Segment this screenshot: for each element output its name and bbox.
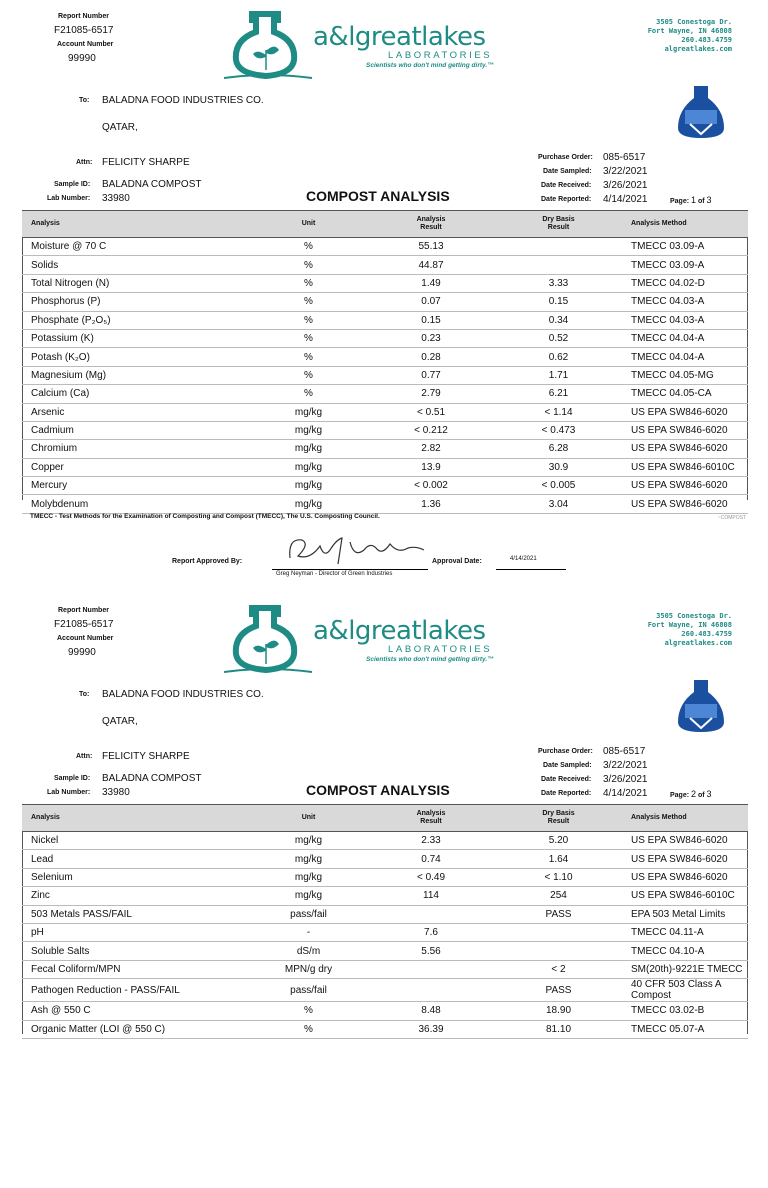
approved-label: Report Approved By: (172, 558, 243, 565)
lab-logo-text: a&lgreatlakes (313, 616, 486, 646)
lab-logo-text: a&lgreatlakes (313, 22, 486, 52)
cell-analysis: Phosphate (P₂O₅) (22, 311, 266, 329)
cell-result: 0.23 (351, 329, 511, 347)
cell-method: US EPA SW846-6010C (606, 458, 748, 476)
results-body-2 (22, 832, 748, 1039)
results-table-1 (22, 210, 748, 514)
cell-result: 13.9 (351, 458, 511, 476)
cell-dry-basis: 6.21 (511, 385, 606, 403)
po-label: Purchase Order: (538, 154, 593, 161)
cell-method: US EPA SW846-6020 (606, 421, 748, 439)
cell-result: 8.48 (351, 1002, 511, 1020)
lab-number: 33980 (102, 193, 130, 204)
page-title: COMPOST ANALYSIS (306, 188, 450, 204)
cell-result: 55.13 (351, 238, 511, 256)
cell-analysis: Fecal Coliform/MPN (22, 960, 266, 978)
cell-dry-basis (511, 923, 606, 941)
table-row (22, 274, 748, 292)
table-row (22, 440, 748, 458)
table-header-row (22, 805, 748, 832)
address-line: algreatlakes.com (664, 45, 732, 53)
cell-analysis: pH (22, 923, 266, 941)
cell-unit: % (266, 311, 351, 329)
cell-method: TMECC 04.03-A (606, 293, 748, 311)
total-pages: 3 (706, 195, 712, 205)
reported-value: 4/14/2021 (603, 788, 648, 799)
cell-analysis: Ash @ 550 C (22, 1002, 266, 1020)
cell-result: < 0.002 (351, 477, 511, 495)
cell-dry-basis: PASS (511, 979, 606, 1002)
cell-method: US EPA SW846-6020 (606, 403, 748, 421)
address-line: 3505 Conestoga Dr. (656, 18, 732, 26)
sampled-value: 3/22/2021 (603, 166, 648, 177)
page-label: Page: (670, 198, 690, 205)
of-label: of (697, 792, 705, 799)
account-number-label: Account Number (57, 41, 114, 48)
to-name: BALADNA FOOD INDUSTRIES CO. (102, 95, 264, 106)
cell-result: 36.39 (351, 1020, 511, 1038)
cell-dry-basis: 0.62 (511, 348, 606, 366)
cell-analysis: Pathogen Reduction - PASS/FAIL (22, 979, 266, 1002)
col-result-line1: Analysis (416, 216, 446, 223)
cell-dry-basis: 3.04 (511, 495, 606, 513)
cell-unit: % (266, 1002, 351, 1020)
col-result-line1: Analysis (416, 810, 446, 817)
cell-analysis: Magnesium (Mg) (22, 366, 266, 384)
cell-analysis: Lead (22, 850, 266, 868)
cell-method: TMECC 04.04-A (606, 329, 748, 347)
cell-unit: dS/m (266, 942, 351, 960)
table-row (22, 979, 748, 1002)
reported-label: Date Reported: (541, 790, 592, 797)
cell-result: 0.77 (351, 366, 511, 384)
cell-dry-basis: 1.64 (511, 850, 606, 868)
table-row (22, 850, 748, 868)
cell-unit: % (266, 1020, 351, 1038)
received-label: Date Received: (541, 776, 592, 783)
cell-method: TMECC 04.03-A (606, 311, 748, 329)
lab-address (648, 612, 732, 648)
results-body-1 (22, 238, 748, 514)
cell-analysis: Nickel (22, 832, 266, 850)
table-row (22, 385, 748, 403)
cell-result (351, 960, 511, 978)
certification-badge-icon (676, 84, 726, 140)
approval-date: 4/14/2021 (510, 556, 537, 562)
cell-analysis: Phosphorus (P) (22, 293, 266, 311)
table-row (22, 348, 748, 366)
col-method: Analysis Method (606, 211, 748, 238)
account-number: 99990 (68, 53, 96, 64)
to-label: To: (79, 691, 90, 698)
sample-id-label: Sample ID: (54, 181, 91, 188)
cell-unit: pass/fail (266, 979, 351, 1002)
to-name: BALADNA FOOD INDUSTRIES CO. (102, 689, 264, 700)
received-label: Date Received: (541, 182, 592, 189)
table-row (22, 905, 748, 923)
cell-analysis: Selenium (22, 868, 266, 886)
cell-dry-basis: 6.28 (511, 440, 606, 458)
page-label: Page: (670, 792, 690, 799)
certification-badge-icon (676, 678, 726, 734)
cell-result: 7.6 (351, 923, 511, 941)
cell-result: < 0.51 (351, 403, 511, 421)
table-row (22, 495, 748, 513)
cell-dry-basis: 0.15 (511, 293, 606, 311)
cell-dry-basis: 1.71 (511, 366, 606, 384)
col-unit: Unit (266, 211, 351, 238)
cell-dry-basis: < 0.005 (511, 477, 606, 495)
attn-label: Attn: (76, 159, 93, 166)
cell-analysis: 503 Metals PASS/FAIL (22, 905, 266, 923)
col-result-line2: Result (420, 818, 442, 825)
table-row (22, 311, 748, 329)
to-label: To: (79, 97, 90, 104)
cell-result: 0.28 (351, 348, 511, 366)
report-number-label: Report Number (58, 607, 109, 614)
cell-unit: mg/kg (266, 477, 351, 495)
cell-method: US EPA SW846-6020 (606, 850, 748, 868)
col-dry (511, 805, 606, 832)
cell-unit: mg/kg (266, 832, 351, 850)
cell-analysis: Arsenic (22, 403, 266, 421)
cell-unit: pass/fail (266, 905, 351, 923)
table-row (22, 477, 748, 495)
table-row (22, 887, 748, 905)
cell-analysis: Copper (22, 458, 266, 476)
cell-unit: mg/kg (266, 421, 351, 439)
cell-unit: % (266, 348, 351, 366)
cell-method: US EPA SW846-6020 (606, 495, 748, 513)
cell-unit: mg/kg (266, 403, 351, 421)
cell-unit: mg/kg (266, 495, 351, 513)
cell-method: TMECC 03.02-B (606, 1002, 748, 1020)
flask-logo-icon (222, 604, 314, 676)
cell-dry-basis: < 2 (511, 960, 606, 978)
col-method: Analysis Method (606, 805, 748, 832)
lab-address (648, 18, 732, 54)
cell-method: SM(20th)-9221E TMECC (606, 960, 748, 978)
cell-analysis: Moisture @ 70 C (22, 238, 266, 256)
cell-dry-basis: 3.33 (511, 274, 606, 292)
cell-result: 44.87 (351, 256, 511, 274)
page-indicator (670, 789, 712, 799)
cell-analysis: Soluble Salts (22, 942, 266, 960)
sample-id: BALADNA COMPOST (102, 773, 202, 784)
cell-analysis: Solids (22, 256, 266, 274)
cell-analysis: Potash (K₂O) (22, 348, 266, 366)
cell-unit: % (266, 274, 351, 292)
cell-result: 1.36 (351, 495, 511, 513)
report-number: F21085-6517 (54, 25, 114, 36)
cell-analysis: Cadmium (22, 421, 266, 439)
cell-dry-basis: 5.20 (511, 832, 606, 850)
cell-method: TMECC 04.05-CA (606, 385, 748, 403)
signature-icon (280, 530, 430, 570)
cell-dry-basis: PASS (511, 905, 606, 923)
cell-dry-basis: 18.90 (511, 1002, 606, 1020)
cell-result (351, 979, 511, 1002)
footnote-right: ~COMPOST (717, 515, 746, 521)
table-header-row (22, 211, 748, 238)
cell-method: TMECC 03.09-A (606, 256, 748, 274)
col-dry-line1: Dry Basis (542, 216, 575, 223)
table-row (22, 1002, 748, 1020)
cell-unit: mg/kg (266, 868, 351, 886)
approval-date-line (496, 569, 566, 570)
col-result-line2: Result (420, 224, 442, 231)
received-value: 3/26/2021 (603, 774, 648, 785)
cell-method: TMECC 04.10-A (606, 942, 748, 960)
cell-result: 114 (351, 887, 511, 905)
results-table-2 (22, 804, 748, 1039)
table-row (22, 832, 748, 850)
cell-unit: % (266, 256, 351, 274)
sampled-value: 3/22/2021 (603, 760, 648, 771)
cell-unit: % (266, 329, 351, 347)
cell-unit: % (266, 238, 351, 256)
footnote: TMECC - Test Methods for the Examination of Composting and Compost (TMECC), The U.S. Composting Council. (30, 513, 380, 520)
cell-unit: mg/kg (266, 850, 351, 868)
account-number: 99990 (68, 647, 96, 658)
cell-method: TMECC 05.07-A (606, 1020, 748, 1038)
po-value: 085-6517 (603, 746, 646, 757)
table-row (22, 868, 748, 886)
sample-id: BALADNA COMPOST (102, 179, 202, 190)
cell-analysis: Organic Matter (LOI @ 550 C) (22, 1020, 266, 1038)
cell-dry-basis: 0.52 (511, 329, 606, 347)
cell-method: TMECC 04.02-D (606, 274, 748, 292)
cell-analysis: Total Nitrogen (N) (22, 274, 266, 292)
sample-id-label: Sample ID: (54, 775, 91, 782)
flask-logo-icon (222, 10, 314, 82)
cell-result: < 0.49 (351, 868, 511, 886)
table-row (22, 293, 748, 311)
cell-result: 0.07 (351, 293, 511, 311)
cell-result: 5.56 (351, 942, 511, 960)
attn-value: FELICITY SHARPE (102, 751, 190, 762)
of-label: of (697, 198, 705, 205)
cell-result: < 0.212 (351, 421, 511, 439)
received-value: 3/26/2021 (603, 180, 648, 191)
address-line: 260.483.4759 (681, 36, 732, 44)
cell-unit: - (266, 923, 351, 941)
report-number-label: Report Number (58, 13, 109, 20)
page-number: 2 (691, 789, 697, 799)
reported-label: Date Reported: (541, 196, 592, 203)
page-number: 1 (691, 195, 697, 205)
table-row (22, 403, 748, 421)
cell-unit: mg/kg (266, 458, 351, 476)
cell-result (351, 905, 511, 923)
lab-number-label: Lab Number: (47, 195, 91, 202)
col-analysis: Analysis (22, 805, 266, 832)
col-result (351, 805, 511, 832)
lab-number: 33980 (102, 787, 130, 798)
cell-unit: % (266, 385, 351, 403)
cell-dry-basis (511, 942, 606, 960)
col-unit: Unit (266, 805, 351, 832)
po-label: Purchase Order: (538, 748, 593, 755)
address-line: 260.483.4759 (681, 630, 732, 638)
attn-value: FELICITY SHARPE (102, 157, 190, 168)
sampled-label: Date Sampled: (543, 762, 592, 769)
cell-dry-basis (511, 256, 606, 274)
cell-unit: MPN/g dry (266, 960, 351, 978)
signature-line (272, 569, 428, 570)
approver-name: Greg Neyman - Director of Green Industries (276, 571, 393, 577)
total-pages: 3 (706, 789, 712, 799)
cell-result: 2.33 (351, 832, 511, 850)
report-number: F21085-6517 (54, 619, 114, 630)
cell-dry-basis: 81.10 (511, 1020, 606, 1038)
cell-result: 0.15 (351, 311, 511, 329)
table-row (22, 366, 748, 384)
cell-unit: % (266, 366, 351, 384)
table-row (22, 421, 748, 439)
cell-method: 40 CFR 503 Class A Compost (606, 979, 748, 1002)
lab-tagline: Scientists who don't mind getting dirty.™ (366, 62, 494, 69)
to-country: QATAR, (102, 716, 138, 727)
cell-result: 1.49 (351, 274, 511, 292)
page-indicator (670, 195, 712, 205)
table-row (22, 942, 748, 960)
cell-method: US EPA SW846-6020 (606, 477, 748, 495)
cell-dry-basis (511, 238, 606, 256)
page-title: COMPOST ANALYSIS (306, 782, 450, 798)
table-row (22, 256, 748, 274)
cell-result: 2.79 (351, 385, 511, 403)
cell-result: 0.74 (351, 850, 511, 868)
account-number-label: Account Number (57, 635, 114, 642)
cell-dry-basis: < 0.473 (511, 421, 606, 439)
address-line: 3505 Conestoga Dr. (656, 612, 732, 620)
cell-unit: mg/kg (266, 440, 351, 458)
cell-dry-basis: 254 (511, 887, 606, 905)
cell-dry-basis: < 1.10 (511, 868, 606, 886)
col-dry (511, 211, 606, 238)
cell-method: EPA 503 Metal Limits (606, 905, 748, 923)
col-dry-line1: Dry Basis (542, 810, 575, 817)
col-dry-line2: Result (547, 818, 570, 825)
cell-analysis: Calcium (Ca) (22, 385, 266, 403)
table-row (22, 458, 748, 476)
col-analysis: Analysis (22, 211, 266, 238)
table-row (22, 960, 748, 978)
cell-method: US EPA SW846-6020 (606, 440, 748, 458)
cell-method: TMECC 04.05-MG (606, 366, 748, 384)
address-line: algreatlakes.com (664, 639, 732, 647)
cell-analysis: Mercury (22, 477, 266, 495)
lab-logo-sub: LABORATORIES (388, 50, 493, 61)
reported-value: 4/14/2021 (603, 194, 648, 205)
col-result (351, 211, 511, 238)
cell-dry-basis: < 1.14 (511, 403, 606, 421)
address-line: Fort Wayne, IN 46808 (647, 27, 732, 35)
attn-label: Attn: (76, 753, 93, 760)
cell-method: TMECC 04.04-A (606, 348, 748, 366)
cell-method: TMECC 04.11-A (606, 923, 748, 941)
cell-method: US EPA SW846-6020 (606, 832, 748, 850)
po-value: 085-6517 (603, 152, 646, 163)
approval-date-label: Approval Date: (432, 558, 482, 565)
cell-method: TMECC 03.09-A (606, 238, 748, 256)
cell-unit: mg/kg (266, 887, 351, 905)
cell-dry-basis: 0.34 (511, 311, 606, 329)
lab-tagline: Scientists who don't mind getting dirty.™ (366, 656, 494, 663)
col-dry-line2: Result (547, 224, 570, 231)
cell-analysis: Chromium (22, 440, 266, 458)
cell-result: 2.82 (351, 440, 511, 458)
address-line: Fort Wayne, IN 46808 (647, 621, 732, 629)
cell-dry-basis: 30.9 (511, 458, 606, 476)
table-row (22, 923, 748, 941)
cell-analysis: Potassium (K) (22, 329, 266, 347)
sampled-label: Date Sampled: (543, 168, 592, 175)
cell-method: US EPA SW846-6020 (606, 868, 748, 886)
cell-method: US EPA SW846-6010C (606, 887, 748, 905)
report-page-2 (0, 594, 768, 1188)
lab-number-label: Lab Number: (47, 789, 91, 796)
table-row (22, 329, 748, 347)
cell-analysis: Molybdenum (22, 495, 266, 513)
lab-logo-sub: LABORATORIES (388, 644, 493, 655)
cell-unit: % (266, 293, 351, 311)
cell-analysis: Zinc (22, 887, 266, 905)
table-row (22, 1020, 748, 1038)
table-row (22, 238, 748, 256)
to-country: QATAR, (102, 122, 138, 133)
